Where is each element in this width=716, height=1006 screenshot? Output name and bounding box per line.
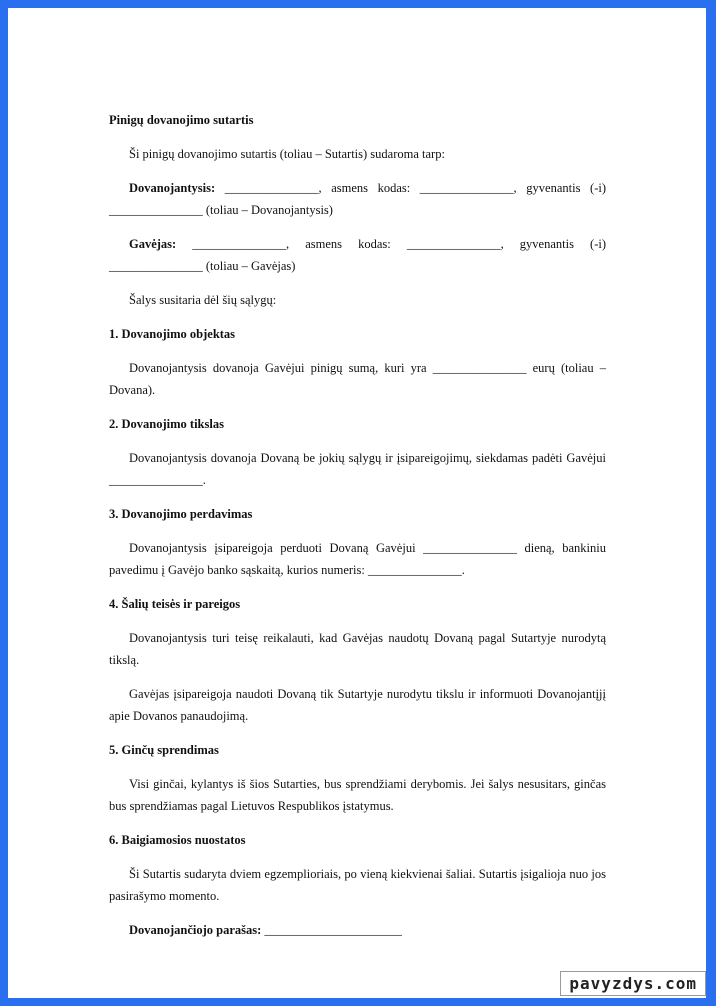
- document-page: [8, 8, 706, 998]
- section-4-paragraph-2: Gavėjas įsipareigoja naudoti Dovaną tik Sutartyje nurodytu tikslu ir informuoti Dovanojantįjį apie Dovanos panaudojimą.: [109, 687, 606, 723]
- section-6-paragraph: Ši Sutartis sudaryta dviem egzemplioriais, po vieną kiekvienai šaliai. Sutartis įsigalioja nuo jos pasirašymo momento.: [109, 867, 606, 903]
- section-2-heading: 2. Dovanojimo tikslas: [109, 417, 224, 431]
- signature-label: Dovanojančiojo parašas:: [129, 923, 262, 937]
- agreement-intro: Šalys susitaria dėl šių sąlygų:: [129, 293, 277, 307]
- recipient-label: Gavėjas:: [129, 237, 177, 251]
- donor-paragraph: [109, 177, 606, 221]
- signature-blank: ______________________: [261, 923, 402, 937]
- donor-text: _______________, asmens kodas: _______________, gyvenantis (-i) _______________ (toliau – Dovanojantysis): [109, 181, 606, 217]
- section-2-paragraph: Dovanojantysis dovanoja Dovaną be jokių sąlygų ir įsipareigojimų, siekdamas padėti Gavėjui _______________.: [109, 451, 606, 487]
- section-1-paragraph: Dovanojantysis dovanoja Gavėjui pinigų sumą, kuri yra _______________ eurų (toliau – Dovana).: [109, 361, 606, 397]
- section-4-paragraph-1: Dovanojantysis turi teisę reikalauti, kad Gavėjas naudotų Dovaną pagal Sutartyje nurodytą tikslą.: [109, 631, 606, 667]
- donor-label: Dovanojantysis:: [129, 181, 216, 195]
- intro-paragraph: Ši pinigų dovanojimo sutartis (toliau – Sutartis) sudaroma tarp:: [129, 147, 445, 161]
- document-title: Pinigų dovanojimo sutartis: [109, 113, 254, 127]
- recipient-text: _______________, asmens kodas: _______________, gyvenantis (-i) _______________ (toliau – Gavėjas): [109, 237, 606, 273]
- section-4-heading: 4. Šalių teisės ir pareigos: [109, 597, 241, 611]
- section-3-paragraph: Dovanojantysis įsipareigoja perduoti Dovaną Gavėjui _______________ dieną, bankiniu pavedimu į Gavėjo banko sąskaitą, kurios numeris: _______________.: [109, 541, 606, 577]
- recipient-paragraph: [109, 233, 606, 277]
- section-3-heading: 3. Dovanojimo perdavimas: [109, 507, 253, 521]
- section-5-heading: 5. Ginčų sprendimas: [109, 743, 219, 757]
- section-1-heading: 1. Dovanojimo objektas: [109, 327, 236, 341]
- watermark-badge: pavyzdys.com: [560, 971, 706, 996]
- section-6-heading: 6. Baigiamosios nuostatos: [109, 833, 246, 847]
- section-5-paragraph: Visi ginčai, kylantys iš šios Sutarties, bus sprendžiami derybomis. Jei šalys nesusitars, ginčas bus sprendžiamas pagal Lietuvos Respublikos įstatymus.: [109, 777, 606, 813]
- signature-line: [109, 919, 606, 941]
- document-content: [109, 109, 606, 941]
